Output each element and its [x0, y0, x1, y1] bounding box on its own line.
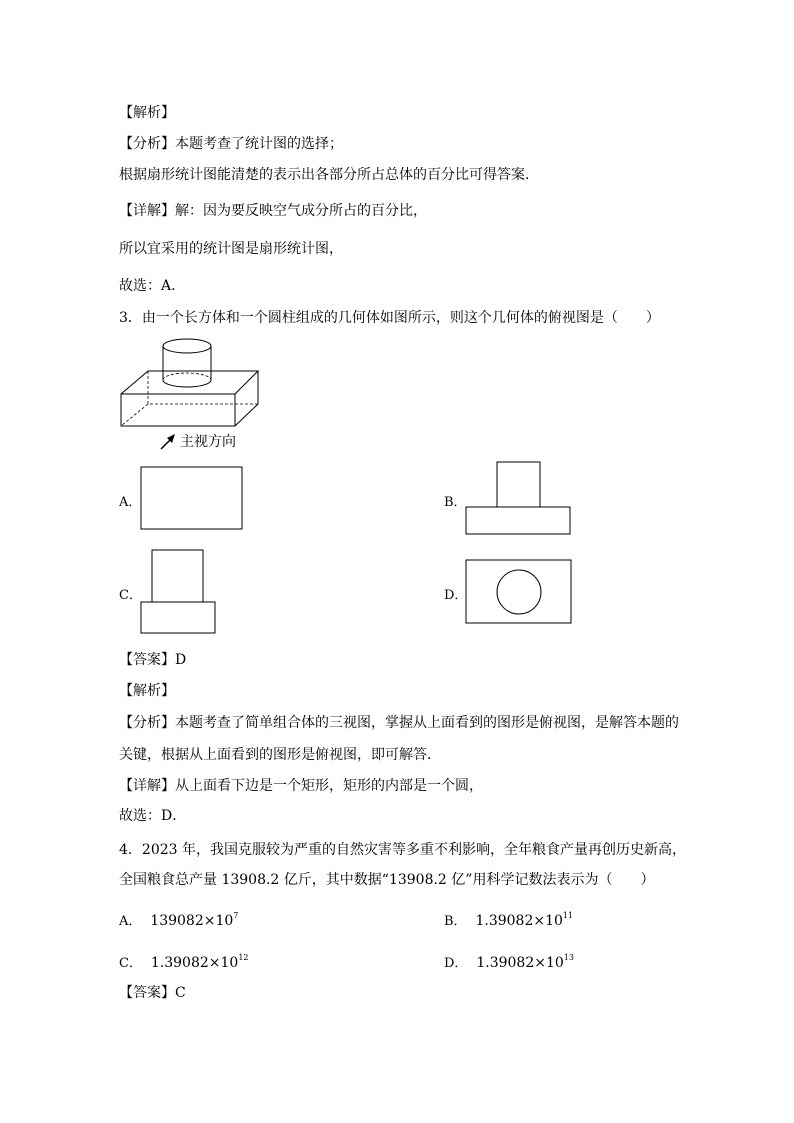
q3-option-a-label: A．: [119, 495, 142, 510]
q4-option-d-exponent: 13: [563, 953, 574, 962]
q3-option-c-figure: [140, 549, 217, 635]
q4-option-c: [119, 948, 249, 974]
q3-option-d-figure: [465, 559, 573, 625]
q4-option-a-exponent: 7: [233, 911, 239, 920]
q3-xiangjie-text: 从上面看下边是一个矩形，矩形的内部是一个圆，: [175, 778, 483, 794]
q3-figure-caption: 主视方向: [180, 434, 236, 450]
q4-option-b-exponent: 11: [562, 911, 574, 920]
conclusion-prev: 故选：A．: [119, 278, 186, 294]
fenxi-text: 本题考查了统计图的选择；: [175, 136, 343, 152]
q4-option-a-label: A．: [119, 914, 142, 929]
q4-option-a-mantissa: 139082×10: [150, 913, 234, 929]
q3-solid-figure: [119, 338, 264, 430]
q4-option-d-label: D．: [444, 956, 468, 971]
q4-option-c-exponent: 12: [238, 953, 249, 962]
q4-answer: C: [175, 985, 186, 1001]
q3-conclusion: 故选：D．: [119, 808, 187, 824]
q3-stem: 3．由一个长方体和一个圆柱组成的几何体如图所示，则这个几何体的俯视图是（ ）: [119, 310, 660, 326]
fenxi-text-line2: 根据扇形统计图能清楚的表示出各部分所占总体的百分比可得答案．: [119, 167, 539, 183]
q3-option-b-figure: [465, 461, 572, 536]
q3-option-d-label: D．: [444, 588, 468, 603]
q3-option-c-label: C．: [119, 588, 142, 603]
view-direction-arrow-icon: [158, 432, 178, 452]
q4-option-d: [444, 948, 574, 974]
q3-fenxi-text-line2: 关键，根据从上面看到的图形是俯视图，即可解答．: [119, 747, 441, 763]
q4-answer-label: 【答案】: [119, 985, 175, 1001]
q4-option-b-label: B．: [444, 914, 467, 929]
q4-option-c-label: C．: [119, 956, 142, 971]
q4-option-a: [119, 906, 238, 932]
q3-option-b-label: B．: [444, 495, 467, 510]
q3-fenxi-line: [119, 713, 679, 733]
q4-option-b: [444, 906, 573, 932]
q4-option-c-mantissa: 1.39082×10: [150, 955, 239, 971]
xiangjie-label: 【详解】: [119, 203, 175, 219]
q3-fenxi-text: 本题考查了简单组合体的三视图，掌握从上面看到的图形是俯视图，是解答本题的: [175, 715, 679, 731]
q4-answer-line: [119, 983, 186, 1003]
jiexi-heading: 【解析】: [119, 105, 175, 121]
q3-answer-line: [119, 650, 186, 670]
q3-fenxi-label: 【分析】: [119, 715, 175, 731]
q3-option-a-figure: [140, 466, 244, 530]
fenxi-label: 【分析】: [119, 136, 175, 152]
xiangjie-text: 解：因为要反映空气成分所占的百分比，: [175, 203, 427, 219]
q4-stem-line2: 全国粮食总产量 13908.2 亿斤，其中数据“13908.2 亿”用科学记数法表示为（ ）: [119, 872, 655, 888]
q3-xiangjie-label: 【详解】: [119, 778, 175, 794]
q3-xiangjie-line: [119, 776, 483, 796]
q4-stem: 4．2023 年，我国克服较为严重的自然灾害等多重不利影响，全年粮食产量再创历史新高，: [119, 842, 686, 858]
q4-option-d-mantissa: 1.39082×10: [476, 955, 564, 971]
xiangjie-text-line2: 所以宜采用的统计图是扇形统计图，: [119, 241, 343, 257]
q4-option-b-mantissa: 1.39082×10: [475, 913, 563, 929]
fenxi-line: [119, 134, 343, 154]
q3-jiexi-heading: 【解析】: [119, 683, 175, 699]
xiangjie-line: [119, 201, 427, 221]
q3-answer: D: [175, 652, 187, 668]
q3-answer-label: 【答案】: [119, 652, 175, 668]
